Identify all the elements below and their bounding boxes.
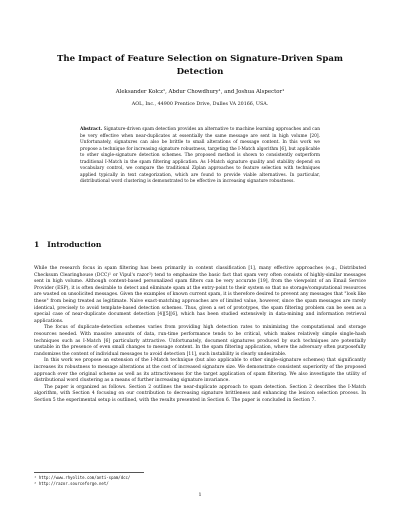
author-list: Aleksander Kołcz¹, Abdur Chowdhury¹, and Joshua Alspector¹ <box>115 89 285 95</box>
footnote: ¹ http://www.rhyolite.com/anti-spam/dcc/ <box>34 475 131 480</box>
paragraph: The focus of duplicate-detection schemes varies from providing high detection rates to minimizing the computational and storage resources needed. With massive amounts of data, run-time performance tends to be critical, which makes relatively simple single-hash techniques such as I-Match [6] particularly attractive. Unfortunately, document signatures produced by such techniques are potentially unstable in the presence of even small changes to message content. In the spam filtering application, where the adversary often purposefully randomizes the content of individual messages to avoid detection [11], such instability is clearly undesirable. <box>34 325 366 357</box>
page-number: 1 <box>198 493 202 498</box>
paragraph: The paper is organized as follows. Section 2 outlines the near-duplicate approach to spam detection. Section 2 describes the I-Match algorithm, with Section 4 focusing on our contribution to decreasing signature brittleness and enhancing the lexicon selection process. In Section 5 the experimental setup is outlined, with the results presented in Section 6. The paper is concluded in Section 7. <box>34 384 366 403</box>
footnote: ² http://razor.sourceforge.net/ <box>34 481 109 486</box>
paragraph: In this work we propose an extension of the I-Match technique (but also applicable to other single-signature schemes) that significantly increases its robustness to message alterations at the cost of increased signature size. We demonstrate consistent superiority of the proposed approach over the original scheme as well as its attractiveness for the target application of spam filtering. We also investigate the utility of distributional word clustering as a means of further increasing signature invariance. <box>34 358 366 384</box>
footnote-divider <box>34 472 144 473</box>
section-heading <box>34 240 101 250</box>
paragraph: While the research focus in spam filtering has been primarily in content classification [1], many effective approaches (e.g., Distributed Checksum Clearinghouse (DCC)¹ or Vipul's razor²) tend to emphasize the basic fact that spam very often consists of highly-similar messages sent in high volume. Although content-based personalized spam filters can be very accurate [19], from the viewpoint of an Email Service Provider (ESP), it is often desirable to detect and eliminate spam at the entry-point to their system so that no storage/computational resources are wasted on unsolicited messages. Given the examples of known current spam, it is therefore desired to prevent any messages that "look like these" from being treated as legitimate. Naive exact-matching approaches are of limited value, however, since the spam messages are rarely identical, precisely to avoid template-based detection schemes. Thus, given a set of prototypes, the spam filtering problem can be seen as a special case of near-duplicate document detection [4][5][6], which has been studied extensively in data-mining and information retrieval applications. <box>34 266 366 324</box>
section-body <box>34 266 366 404</box>
section-number: 1 <box>34 240 40 249</box>
abstract-label: Abstract. <box>80 127 103 132</box>
paper-title: The Impact of Feature Selection on Signature-Driven Spam Detection <box>57 54 343 77</box>
abstract-text: Signature-driven spam detection provides an alternative to machine learning approaches and can be very effective when near-duplicates at essentially the same message are sent in high volume [20]. Unfortunately, signatures can also be brittle to small alterations of message content. In this work we propose a technique for increasing signature robustness, targeting the I-Match algorithm [6], but applicable to other single-signature detection schemes. The proposed method is shown to consistently outperform traditional I-Match in the spam filtering application. As I-Match signature quality and stability depend on vocabulary control, we compare the traditional Ziplan approaches to feature selection with techniques applied typically in text categorization, which are found to provide viable alternatives. In particular, distributional word clustering is demonstrated to be effective in increasing signature robustness. <box>80 127 320 185</box>
abstract <box>80 127 320 186</box>
footnotes <box>34 475 234 487</box>
section-title: Introduction <box>47 240 102 249</box>
affiliation: AOL, Inc., 44900 Prentice Drive, Dulles VA 20166, USA. <box>131 102 269 107</box>
